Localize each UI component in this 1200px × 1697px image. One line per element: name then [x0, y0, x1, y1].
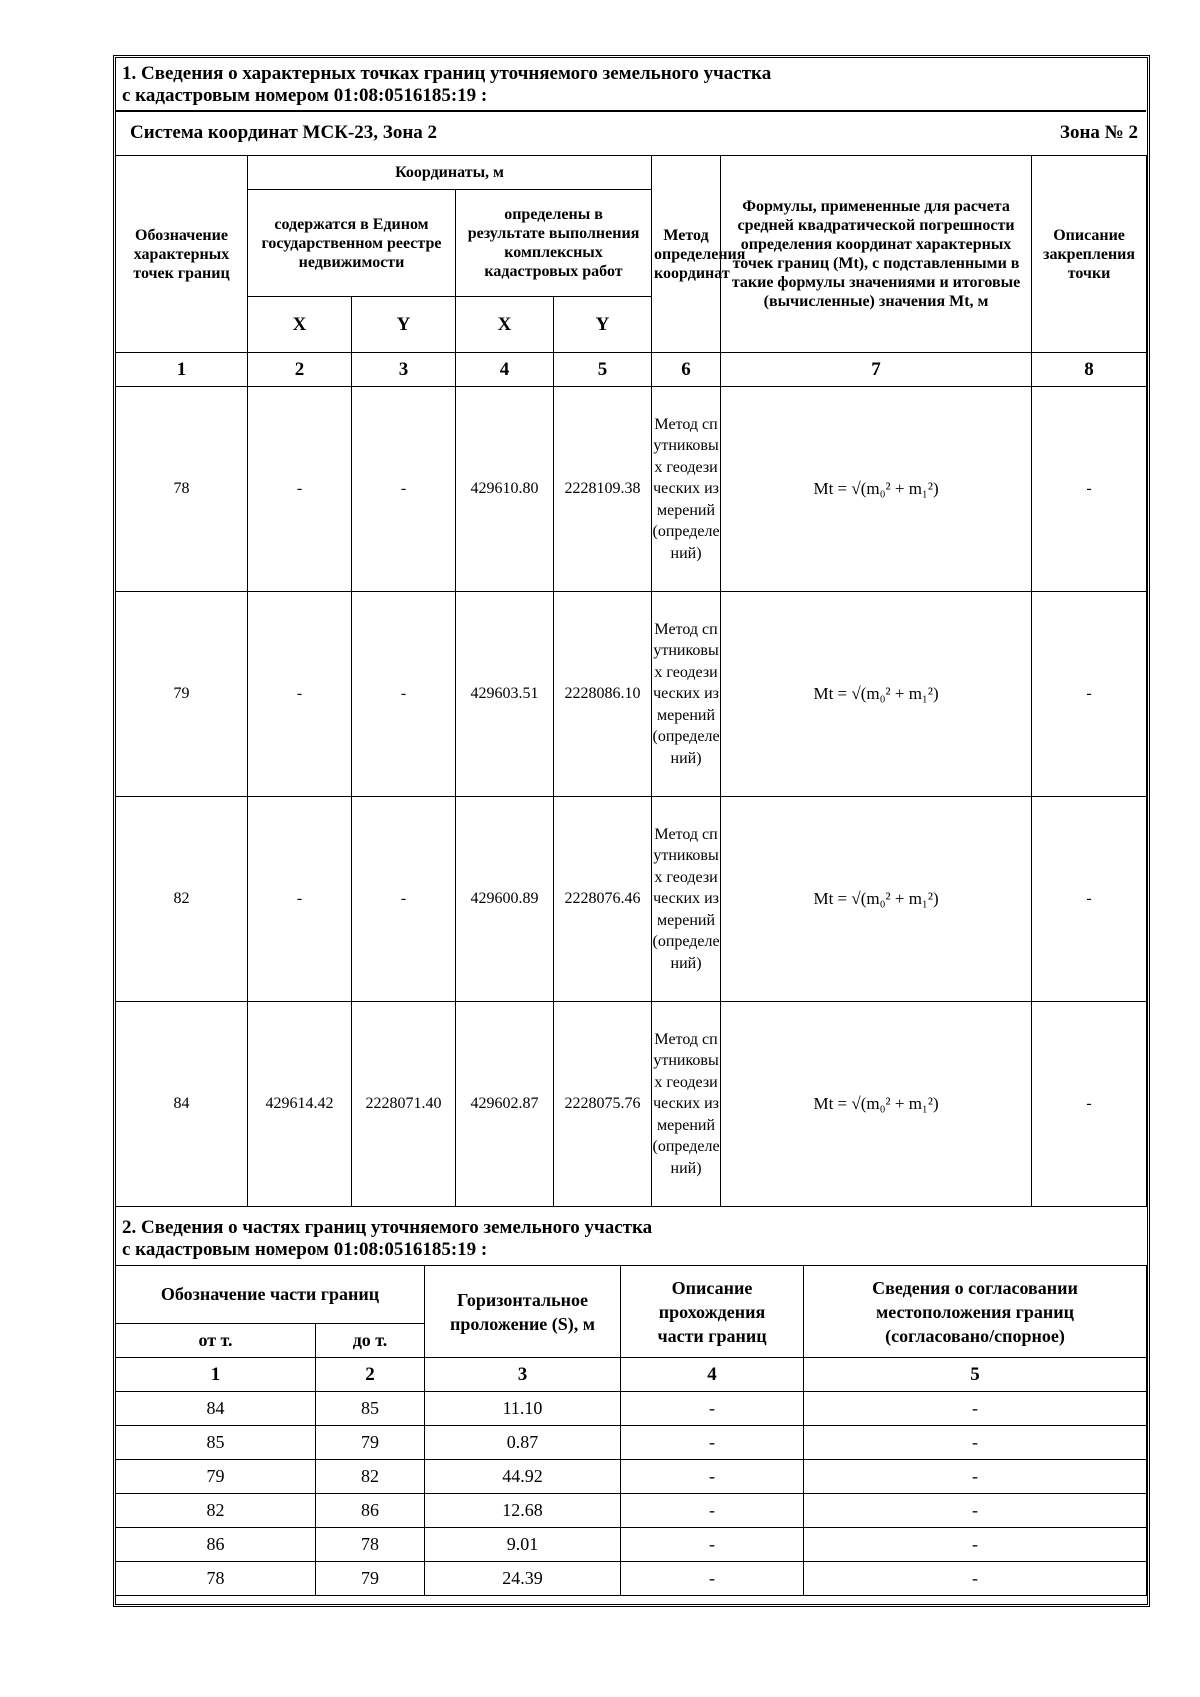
coord-system-label: Система координат МСК-23, Зона 2 [130, 122, 438, 143]
section2-title-line2: с кадастровым номером 01:08:0516185:19 : [122, 1239, 488, 1260]
col-number: 4 [621, 1358, 804, 1392]
col-number: 2 [248, 353, 352, 387]
header-part-description: Описание прохождения части границ [621, 1266, 804, 1358]
part-description: - [621, 1392, 804, 1426]
determined-y: 2228076.46 [554, 797, 652, 1002]
part-description: - [621, 1562, 804, 1596]
header-to: до т. [316, 1324, 425, 1358]
header-det-x: X [456, 297, 554, 353]
header-in-registry: содержатся в Едином государственном реестре недвижимости [248, 190, 456, 297]
part-description: - [621, 1426, 804, 1460]
point-number: 79 [116, 592, 248, 797]
section1-title-line1: 1. Сведения о характерных точках границ уточняемого земельного участка [122, 63, 772, 84]
to-point: 79 [316, 1426, 425, 1460]
section2-title [115, 1217, 1146, 1261]
col-number: 2 [316, 1358, 425, 1392]
determined-x: 429602.87 [456, 1002, 554, 1207]
point-description: - [1032, 387, 1147, 592]
method-text: Метод спутниковых геодезических измерений (определений) [652, 797, 721, 1002]
from-point: 79 [116, 1460, 316, 1494]
table-row [116, 387, 1147, 592]
horizontal-distance: 11.10 [425, 1392, 621, 1426]
determined-x: 429603.51 [456, 592, 554, 797]
to-point: 85 [316, 1392, 425, 1426]
header-determined: определены в результате выполнения комплексных кадастровых работ [456, 190, 652, 297]
point-number: 78 [116, 387, 248, 592]
part-description: - [621, 1528, 804, 1562]
horizontal-distance: 12.68 [425, 1494, 621, 1528]
registry-y: - [352, 797, 456, 1002]
method-text: Метод спутниковых геодезических измерений (определений) [652, 1002, 721, 1207]
col-number: 1 [116, 1358, 316, 1392]
col-number: 7 [721, 353, 1032, 387]
determined-x: 429600.89 [456, 797, 554, 1002]
points-table [115, 155, 1147, 1207]
to-point: 79 [316, 1562, 425, 1596]
coord-system-row [115, 112, 1146, 154]
formula-text: Mt = √(m₀² + m₁²) [721, 1002, 1032, 1207]
table-row [116, 1562, 1147, 1596]
zone-label: Зона № 2 [1059, 122, 1138, 143]
header-description: Описание закрепления точки [1032, 156, 1147, 353]
method-text: Метод спутниковых геодезических измерений (определений) [652, 592, 721, 797]
table-row [116, 1528, 1147, 1562]
section2-title-line1: 2. Сведения о частях границ уточняемого земельного участка [122, 1217, 653, 1238]
section1-title [115, 63, 1146, 107]
from-point: 78 [116, 1562, 316, 1596]
registry-y: 2228071.40 [352, 1002, 456, 1207]
part-description: - [621, 1494, 804, 1528]
header-det-y: Y [554, 297, 652, 353]
section1-title-line2: с кадастровым номером 01:08:0516185:19 : [122, 85, 488, 106]
registry-x: 429614.42 [248, 1002, 352, 1207]
determined-y: 2228086.10 [554, 592, 652, 797]
from-point: 85 [116, 1426, 316, 1460]
table-row [116, 1426, 1147, 1460]
horizontal-distance: 24.39 [425, 1562, 621, 1596]
determined-x: 429610.80 [456, 387, 554, 592]
agreement-status: - [804, 1528, 1147, 1562]
to-point: 86 [316, 1494, 425, 1528]
agreement-status: - [804, 1392, 1147, 1426]
table-row [116, 1494, 1147, 1528]
from-point: 82 [116, 1494, 316, 1528]
agreement-status: - [804, 1562, 1147, 1596]
agreement-status: - [804, 1494, 1147, 1528]
header-method: Метод определения координат [652, 156, 721, 353]
table-row [116, 1392, 1147, 1426]
header-designation: Обозначение характерных точек границ [116, 156, 248, 353]
col-number: 1 [116, 353, 248, 387]
col-number: 3 [425, 1358, 621, 1392]
table-row [116, 1460, 1147, 1494]
point-number: 84 [116, 1002, 248, 1207]
col-number: 3 [352, 353, 456, 387]
column-numbers-row [116, 353, 1147, 387]
point-description: - [1032, 797, 1147, 1002]
from-point: 86 [116, 1528, 316, 1562]
determined-y: 2228109.38 [554, 387, 652, 592]
header-coordinates: Координаты, м [248, 156, 652, 190]
part-description: - [621, 1460, 804, 1494]
column-numbers-row [116, 1358, 1147, 1392]
from-point: 84 [116, 1392, 316, 1426]
point-description: - [1032, 592, 1147, 797]
to-point: 78 [316, 1528, 425, 1562]
col-number: 6 [652, 353, 721, 387]
header-from: от т. [116, 1324, 316, 1358]
horizontal-distance: 0.87 [425, 1426, 621, 1460]
header-part-designation: Обозначение части границ [116, 1266, 425, 1324]
table-row [116, 592, 1147, 797]
col-number: 8 [1032, 353, 1147, 387]
registry-y: - [352, 592, 456, 797]
agreement-status: - [804, 1460, 1147, 1494]
formula-text: Mt = √(m₀² + m₁²) [721, 592, 1032, 797]
formula-text: Mt = √(m₀² + m₁²) [721, 797, 1032, 1002]
determined-y: 2228075.76 [554, 1002, 652, 1207]
col-number: 4 [456, 353, 554, 387]
to-point: 82 [316, 1460, 425, 1494]
agreement-status: - [804, 1426, 1147, 1460]
formula-text: Mt = √(m₀² + m₁²) [721, 387, 1032, 592]
registry-x: - [248, 592, 352, 797]
horizontal-distance: 44.92 [425, 1460, 621, 1494]
method-text: Метод спутниковых геодезических измерений (определений) [652, 387, 721, 592]
header-agreement: Сведения о согласовании местоположения границ (согласовано/спорное) [804, 1266, 1147, 1358]
col-number: 5 [554, 353, 652, 387]
col-number: 5 [804, 1358, 1147, 1392]
table-row [116, 1002, 1147, 1207]
table-row [116, 797, 1147, 1002]
header-reg-y: Y [352, 297, 456, 353]
point-number: 82 [116, 797, 248, 1002]
registry-y: - [352, 387, 456, 592]
header-formulas: Формулы, примененные для расчета средней квадратической погрешности определения координат характерных точек границ (Mt), с подставленными в такие формулы значениями и итоговые (вычисленные) значения Mt, м [721, 156, 1032, 353]
horizontal-distance: 9.01 [425, 1528, 621, 1562]
registry-x: - [248, 387, 352, 592]
point-description: - [1032, 1002, 1147, 1207]
boundary-parts-table [115, 1265, 1147, 1596]
header-horizontal: Горизонтальное проложение (S), м [425, 1266, 621, 1358]
registry-x: - [248, 797, 352, 1002]
header-reg-x: X [248, 297, 352, 353]
